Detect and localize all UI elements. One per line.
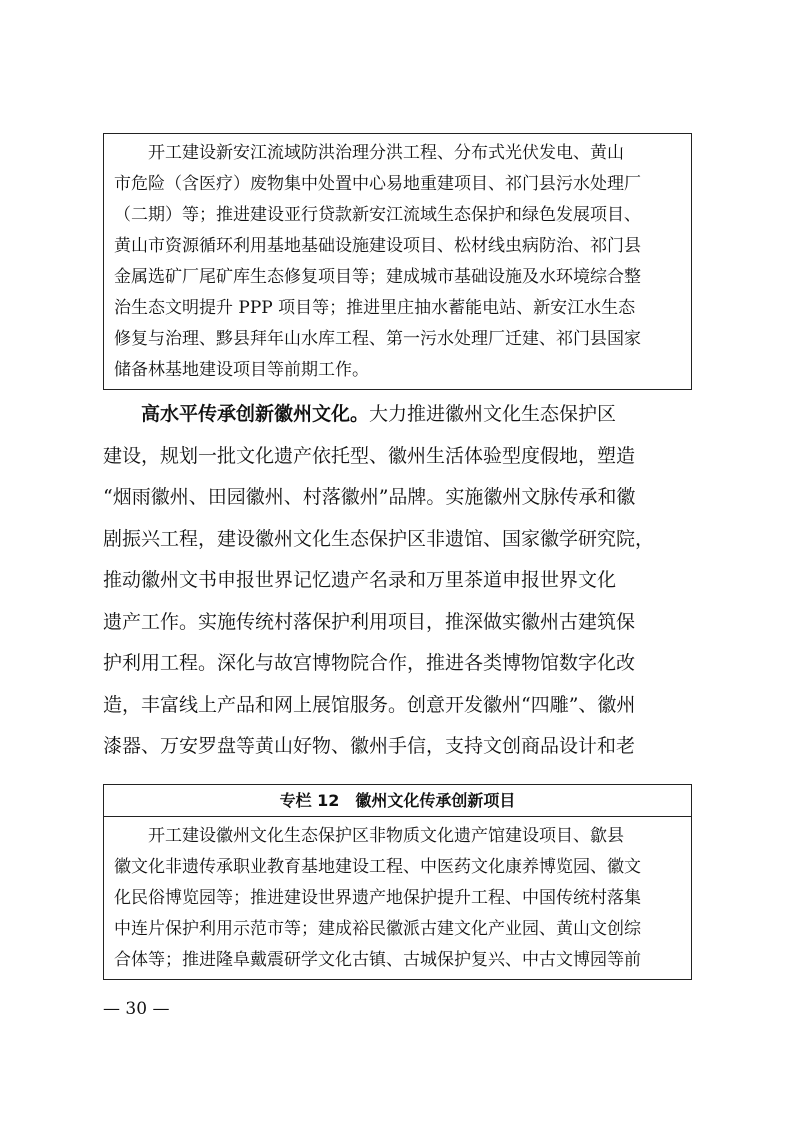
paragraph-line: 护利用工程。深化与故宫博物院合作，推进各类博物馆数字化改: [103, 652, 636, 674]
paragraph-text: 大力推进徽州文化生态保护区: [369, 403, 617, 425]
paragraph-line: 剧振兴工程，建设徽州文化生态保护区非遗馆、国家徽学研究院，: [103, 527, 655, 550]
page-number: — 30 —: [103, 999, 170, 1019]
paragraph-line: 遗产工作。实施传统村落保护利用项目，推深做实徽州古建筑保: [103, 610, 636, 633]
box-text-line: 开工建设徽州文化生态保护区非物质文化遗产馆建设项目、歙县: [114, 826, 624, 846]
box-text-line: 储备林基地建设项目等前期工作。: [114, 360, 369, 380]
section-heading: 高水平传承创新徽州文化。: [141, 403, 370, 425]
box-text-line: 徽文化非遗传承职业教育基地建设工程、中医药文化康养博览园、徽文: [114, 857, 641, 877]
box-text-line: 金属选矿厂尾矿库生态修复项目等；建成城市基础设施及水环境综合整: [114, 267, 641, 287]
paragraph-line: 推动徽州文书申报世界记忆遗产名录和万里茶道申报世界文化: [103, 569, 617, 591]
project-box-environment: [103, 133, 692, 390]
box-text-line: （二期）等；推进建设亚行贷款新安江流域生态保护和绿色发展项目、: [114, 205, 641, 225]
box-text-line: 合体等；推进隆阜戴震研学文化古镇、古城保护复兴、中古文博园等前: [114, 950, 641, 970]
paragraph-line: 漆器、万安罗盘等黄山好物、徽州手信，支持文创商品设计和老: [103, 735, 636, 757]
box-title: 专栏 12 徽州文化传承创新项目: [104, 785, 691, 817]
box-text-line: 黄山市资源循环利用基地基础设施建设项目、松材线虫病防治、祁门县: [114, 236, 641, 256]
paragraph-line: 造，丰富线上产品和网上展馆服务。创意开发徽州“四雕”、徽州: [103, 693, 636, 716]
project-box-culture: [103, 784, 692, 980]
paragraph-line: 建设，规划一批文化遗产依托型、徽州生活体验型度假地，塑造: [103, 444, 636, 467]
box-text-line: 中连片保护利用示范市等；建成裕民徽派古建文化产业园、黄山文创综: [114, 919, 641, 939]
box-text-line: 修复与治理、黟县拜年山水库工程、第一污水处理厂迁建、祁门县国家: [114, 329, 641, 349]
paragraph-first-line: [141, 403, 616, 425]
box-text-line: 市危险（含医疗）废物集中处置中心易地重建项目、祁门县污水处理厂: [114, 174, 641, 194]
box-text-line: 治生态文明提升 PPP 项目等；推进里庄抽水蓄能电站、新安江水生态: [114, 298, 636, 318]
box-text-line: 化民俗博览园等；推进建设世界遗产地保护提升工程、中国传统村落集: [114, 888, 641, 908]
box-text-line: 开工建设新安江流域防洪治理分洪工程、分布式光伏发电、黄山: [114, 143, 624, 163]
paragraph-line: “烟雨徽州、田园徽州、村落徽州”品牌。实施徽州文脉传承和徽: [103, 486, 636, 508]
